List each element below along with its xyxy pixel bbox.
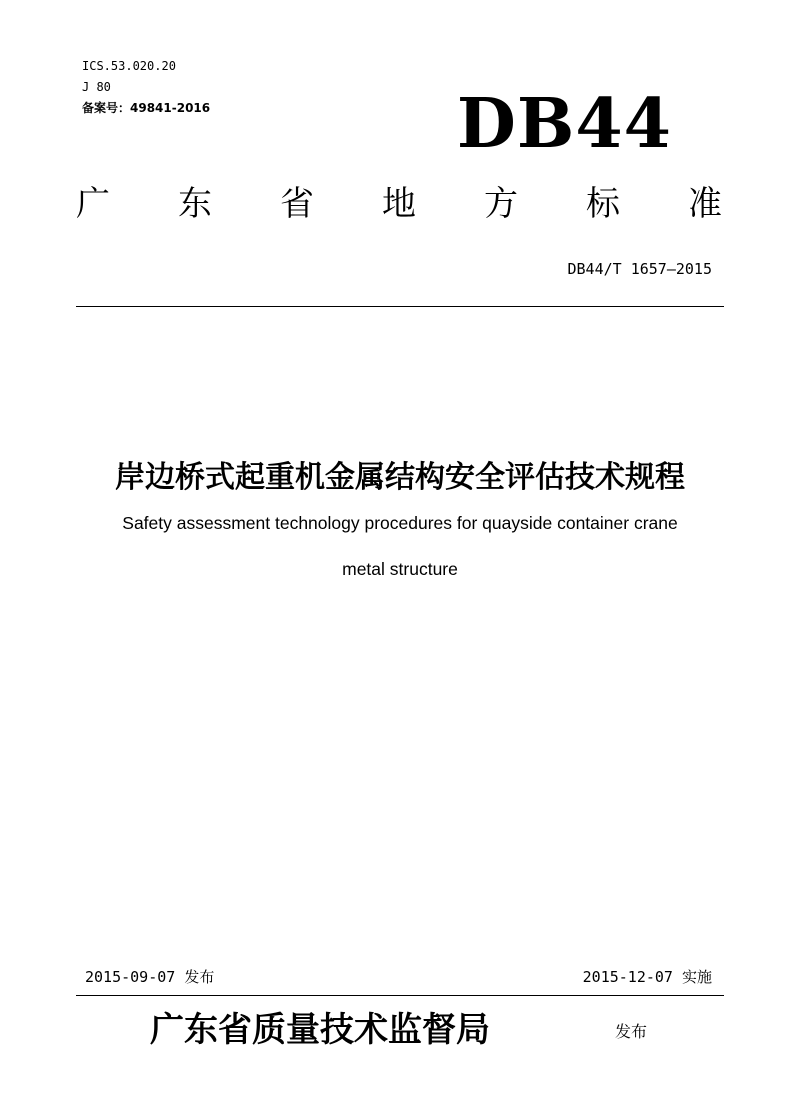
bottom-divider	[76, 995, 724, 996]
db-logo: DB44	[456, 84, 672, 164]
record-number: 备案号：49841-2016	[82, 101, 211, 115]
standard-number: DB44/T 1657—2015	[567, 260, 712, 278]
title-english-line2: metal structure	[342, 559, 458, 579]
issuing-authority: 广东省质量技术监督局	[150, 1010, 490, 1050]
issuing-label: 发布	[615, 1022, 648, 1041]
standard-type-char: 东	[178, 184, 212, 224]
title-english-line1: Safety assessment technology procedures for quayside container crane	[122, 513, 678, 533]
standard-type-char: 方	[484, 184, 518, 224]
issue-date: 2015-09-07 发布	[85, 968, 215, 986]
title-chinese: 岸边桥式起重机金属结构安全评估技术规程	[115, 460, 685, 495]
standard-type-char: 准	[688, 184, 722, 224]
standard-type-char: 地	[382, 184, 416, 224]
standard-type-char: 省	[280, 184, 314, 224]
ics-code: ICS.53.020.20	[82, 59, 176, 73]
standard-type-char: 广	[76, 184, 110, 224]
standard-type-char: 标	[586, 184, 620, 224]
implementation-date: 2015-12-07 实施	[582, 968, 712, 986]
standard-type-heading	[76, 182, 722, 226]
top-divider	[76, 306, 724, 307]
classification-code: J 80	[82, 80, 111, 94]
